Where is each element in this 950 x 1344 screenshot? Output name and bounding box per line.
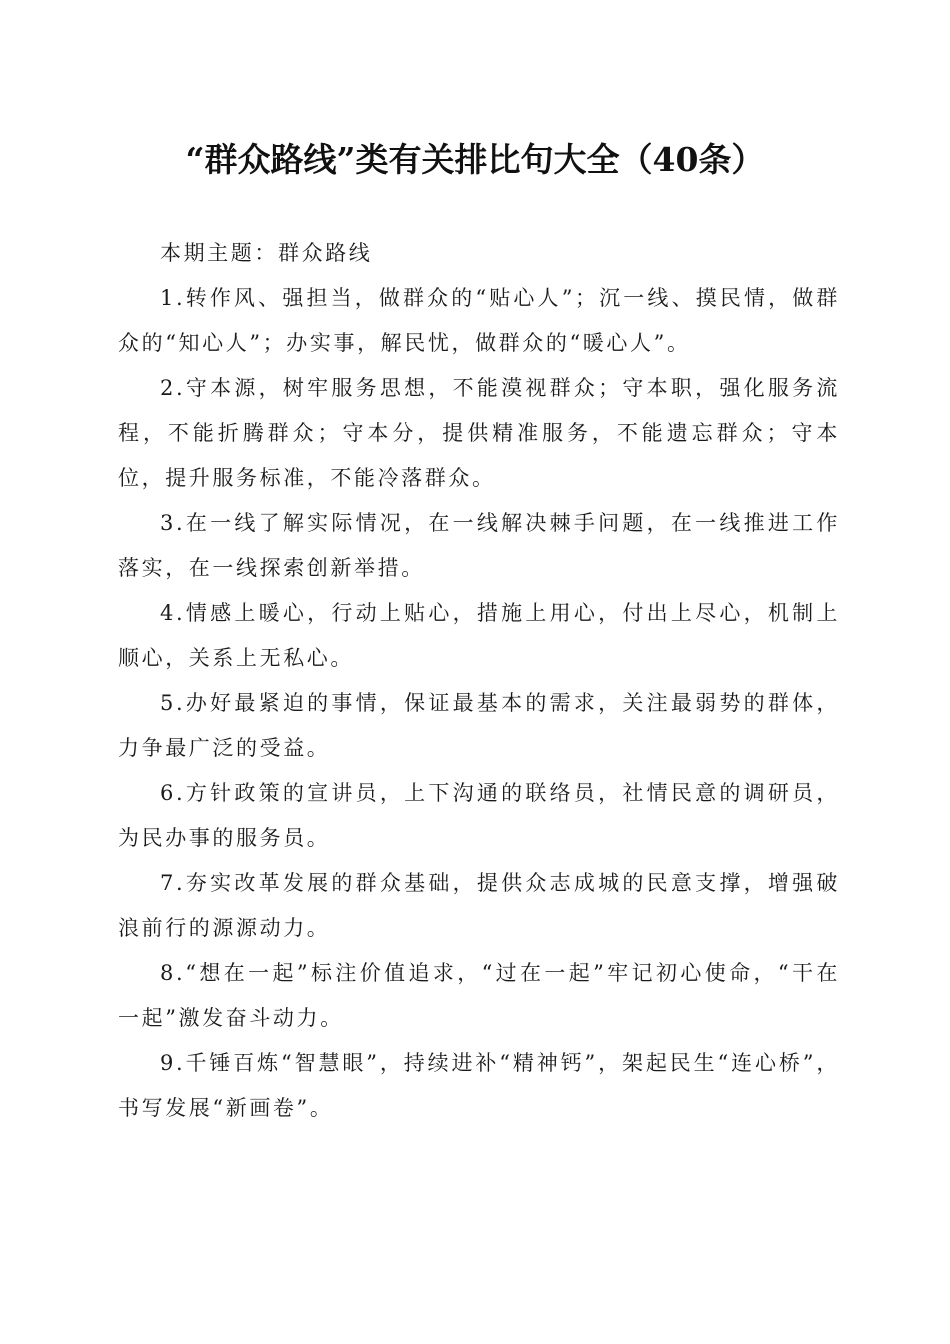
document-body: [118, 231, 840, 1131]
list-item: 5.办好最紧迫的事情，保证最基本的需求，关注最弱势的群体，力争最广泛的受益。: [118, 691, 840, 760]
list-item: 8.“想在一起”标注价值追求，“过在一起”牢记初心使命，“干在一起”激发奋斗动力。: [118, 961, 840, 1030]
list-item: 9.千锤百炼“智慧眼”，持续进补“精神钙”，架起民生“连心桥”，书写发展“新画卷”。: [118, 1051, 840, 1120]
list-item: 6.方针政策的宣讲员，上下沟通的联络员，社情民意的调研员，为民办事的服务员。: [118, 781, 840, 850]
list-item: 3.在一线了解实际情况，在一线解决棘手问题，在一线推进工作落实，在一线探索创新举措。: [118, 511, 840, 580]
document-title: “群众路线”类有关排比句大全（40条）: [185, 140, 765, 179]
list-item: 1.转作风、强担当，做群众的“贴心人”；沉一线、摸民情，做群众的“知心人”；办实事，解民忧，做群众的“暖心人”。: [118, 286, 840, 355]
list-item: 2.守本源，树牢服务思想，不能漠视群众；守本职，强化服务流程，不能折腾群众；守本分，提供精准服务，不能遗忘群众；守本位，提升服务标准，不能冷落群众。: [118, 376, 840, 490]
theme-line: 本期主题：群众路线: [160, 241, 373, 265]
list-item: 4.情感上暖心，行动上贴心，措施上用心，付出上尽心，机制上顺心，关系上无私心。: [118, 601, 840, 670]
list-item: 7.夯实改革发展的群众基础，提供众志成城的民意支撑，增强破浪前行的源源动力。: [118, 871, 840, 940]
